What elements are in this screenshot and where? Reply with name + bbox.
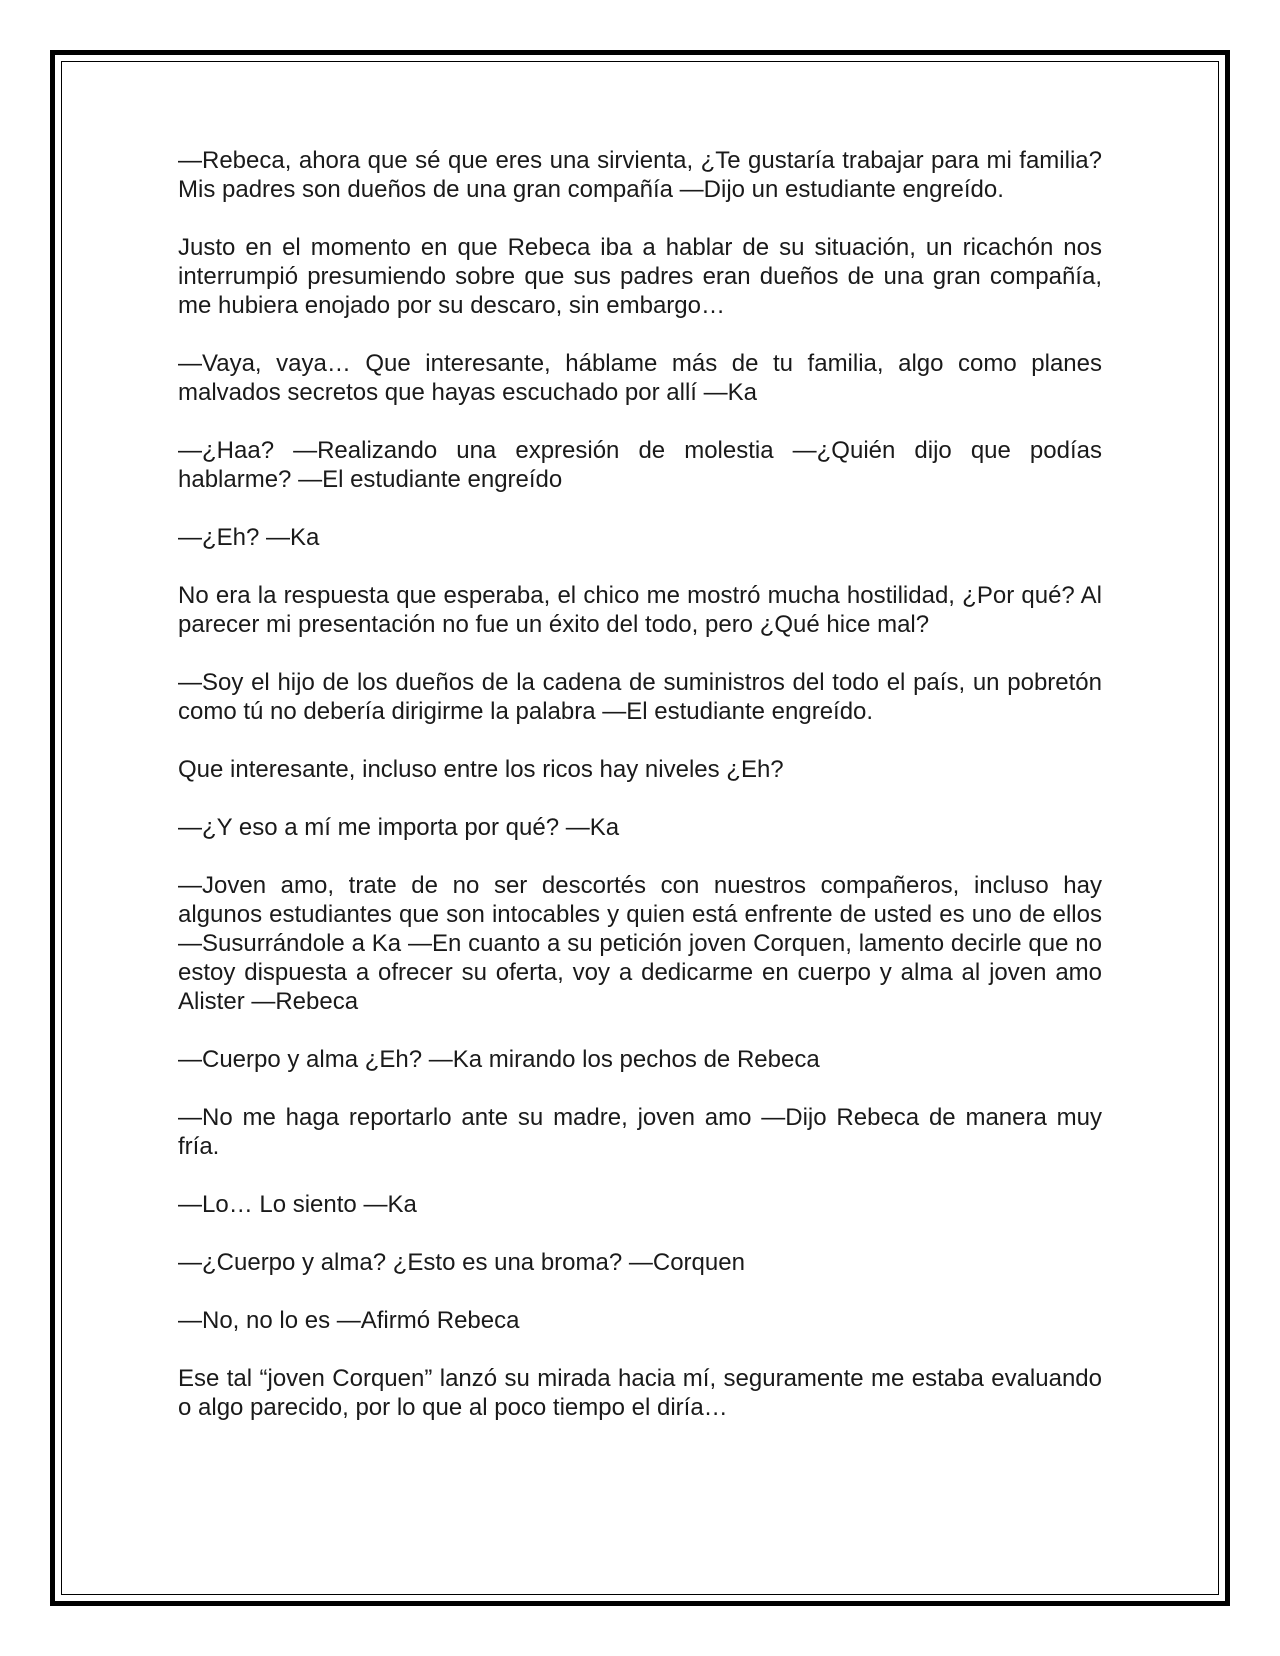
paragraph-16: Ese tal “joven Corquen” lanzó su mirada hacia mí, seguramente me estaba evaluando o algo parecido, por lo que al poco tiempo el diría… xyxy=(178,1365,1102,1421)
paragraph-1: —Rebeca, ahora que sé que eres una sirvienta, ¿Te gustaría trabajar para mi familia? Mis padres son dueños de una gran compañía —Dijo un estudiante engreído. xyxy=(178,147,1102,203)
paragraph-4: —¿Haa? —Realizando una expresión de molestia —¿Quién dijo que podías hablarme? —El estudiante engreído xyxy=(178,437,1102,493)
paragraph-13: —Lo… Lo siento —Ka xyxy=(178,1191,417,1218)
page-body xyxy=(178,146,1102,1451)
paragraph-14: —¿Cuerpo y alma? ¿Esto es una broma? —Corquen xyxy=(178,1249,745,1276)
paragraph-15: —No, no lo es —Afirmó Rebeca xyxy=(178,1307,520,1334)
paragraph-3: —Vaya, vaya… Que interesante, háblame más de tu familia, algo como planes malvados secretos que hayas escuchado por allí —Ka xyxy=(178,350,1102,406)
paragraph-11: —Cuerpo y alma ¿Eh? —Ka mirando los pechos de Rebeca xyxy=(178,1046,820,1073)
paragraph-10: —Joven amo, trate de no ser descortés con nuestros compañeros, incluso hay algunos estudiantes que son intocables y quien está enfrente de usted es uno de ellos —Susurrándole a Ka —En cuanto a su petición joven Corquen, lamento decirle que no estoy dispuesta a ofrecer su oferta, voy a dedicarme en cuerpo y alma al joven amo Alister —Rebeca xyxy=(178,872,1102,1015)
paragraph-8: Que interesante, incluso entre los ricos hay niveles ¿Eh? xyxy=(178,756,784,783)
paragraph-6: No era la respuesta que esperaba, el chico me mostró mucha hostilidad, ¿Por qué? Al parecer mi presentación no fue un éxito del todo, pero ¿Qué hice mal? xyxy=(178,582,1102,638)
paragraph-2: Justo en el momento en que Rebeca iba a hablar de su situación, un ricachón nos interrumpió presumiendo sobre que sus padres eran dueños de una gran compañía, me hubiera enojado por su descaro, sin embargo… xyxy=(178,234,1102,319)
paragraph-5: —¿Eh? —Ka xyxy=(178,524,320,551)
paragraph-9: —¿Y eso a mí me importa por qué? —Ka xyxy=(178,814,620,841)
paragraph-7: —Soy el hijo de los dueños de la cadena de suministros del todo el país, un pobretón como tú no debería dirigirme la palabra —El estudiante engreído. xyxy=(178,669,1102,725)
paragraph-12: —No me haga reportarlo ante su madre, joven amo —Dijo Rebeca de manera muy fría. xyxy=(178,1104,1102,1160)
